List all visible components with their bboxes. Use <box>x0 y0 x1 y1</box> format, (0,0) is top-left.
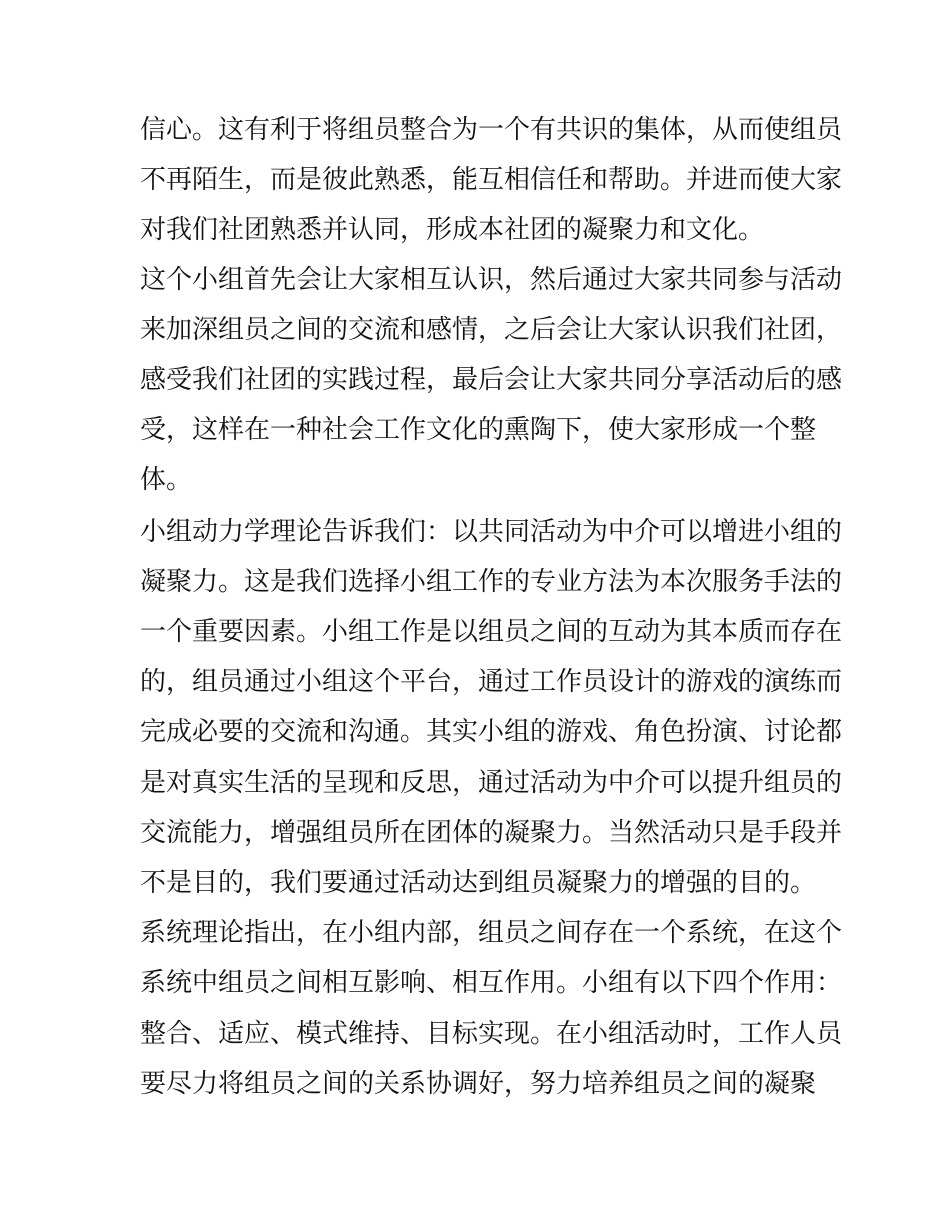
text-line: 受，这样在一种社会工作文化的熏陶下，使大家形成一个整 <box>140 415 817 445</box>
text-line: 系统中组员之间相互影响、相互作用。小组有以下四个作用： <box>140 968 843 998</box>
text-line: 系统理论指出，在小组内部，组员之间存在一个系统，在这个 <box>140 918 843 948</box>
text-line: 完成必要的交流和沟通。其实小组的游戏、角色扮演、讨论都 <box>140 717 843 747</box>
text-line: 不再陌生，而是彼此熟悉，能互相信任和帮助。并进而使大家 <box>140 165 843 195</box>
text-line: 凝聚力。这是我们选择小组工作的专业方法为本次服务手法的 <box>140 567 843 597</box>
text-line: 的，组员通过小组这个平台，通过工作员设计的游戏的演练而 <box>140 667 843 697</box>
text-line: 是对真实生活的呈现和反思，通过活动为中介可以提升组员的 <box>140 768 843 798</box>
text-line: 感受我们社团的实践过程，最后会让大家共同分享活动后的感 <box>140 365 843 395</box>
text-line: 整合、适应、模式维持、目标实现。在小组活动时，工作人员 <box>140 1019 843 1049</box>
text-line: 一个重要因素。小组工作是以组员之间的互动为其本质而存在 <box>140 617 843 647</box>
text-line: 这个小组首先会让大家相互认识，然后通过大家共同参与活动 <box>140 265 843 295</box>
text-line: 体。 <box>140 465 193 495</box>
text-line: 不是目的，我们要通过活动达到组员凝聚力的增强的目的。 <box>140 868 817 898</box>
text-line: 交流能力，增强组员所在团体的凝聚力。当然活动只是手段并 <box>140 818 843 848</box>
text-line: 小组动力学理论告诉我们：以共同活动为中介可以增进小组的 <box>140 517 843 547</box>
text-line: 要尽力将组员之间的关系协调好，努力培养组员之间的凝聚 <box>140 1069 817 1099</box>
text-line: 信心。这有利于将组员整合为一个有共识的集体，从而使组员 <box>140 115 843 145</box>
text-line: 来加深组员之间的交流和感情，之后会让大家认识我们社团， <box>140 315 843 345</box>
text-line: 对我们社团熟悉并认同，形成本社团的凝聚力和文化。 <box>140 215 765 245</box>
